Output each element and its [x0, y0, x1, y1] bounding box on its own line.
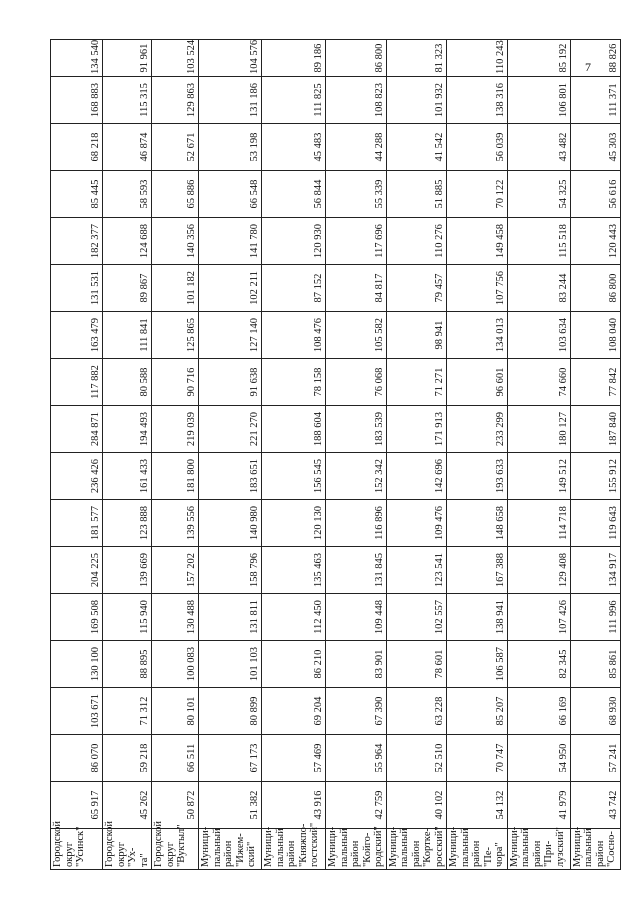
table-cell: 87 152: [262, 265, 326, 312]
table-cell: 183 539: [326, 406, 387, 453]
table-cell: 78 601: [386, 641, 447, 688]
table-cell: 219 039: [152, 406, 199, 453]
table-cell: 123 888: [103, 500, 152, 547]
table-cell: 124 688: [103, 218, 152, 265]
table-cell: 53 198: [199, 124, 262, 171]
table-cell: 135 463: [262, 547, 326, 594]
table-cell: 107 426: [507, 594, 570, 641]
table-cell: 67 390: [326, 688, 387, 735]
table-row: [326, 40, 387, 870]
table-cell: 221 270: [199, 406, 262, 453]
row-label: Городской округ "Усинск": [51, 829, 103, 870]
table-cell: 108 823: [326, 77, 387, 124]
table-cell: 103 524: [152, 40, 199, 77]
table-cell: 149 512: [507, 453, 570, 500]
table-cell: 130 100: [51, 641, 103, 688]
table-cell: 68 930: [570, 688, 620, 735]
table-cell: 103 671: [51, 688, 103, 735]
table-cell: 66 511: [152, 735, 199, 782]
table-cell: 52 671: [152, 124, 199, 171]
table-cell: 83 244: [507, 265, 570, 312]
table-cell: 42 759: [326, 782, 387, 829]
table-cell: 111 825: [262, 77, 326, 124]
table-cell: 110 276: [386, 218, 447, 265]
table-cell: 138 316: [447, 77, 508, 124]
table-cell: 114 718: [507, 500, 570, 547]
table-cell: 89 186: [262, 40, 326, 77]
table-cell: 57 469: [262, 735, 326, 782]
table-cell: 103 634: [507, 312, 570, 359]
table-cell: 106 587: [447, 641, 508, 688]
table-cell: 131 186: [199, 77, 262, 124]
table-cell: 117 882: [51, 359, 103, 406]
table-cell: 85 861: [570, 641, 620, 688]
table-cell: 115 518: [507, 218, 570, 265]
table-cell: 120 130: [262, 500, 326, 547]
table-cell: 56 844: [262, 171, 326, 218]
table-cell: 104 576: [199, 40, 262, 77]
table-cell: 182 377: [51, 218, 103, 265]
row-label: Муници- пальный район "Княжпо- гостский": [262, 829, 326, 870]
table-cell: 115 315: [103, 77, 152, 124]
table-cell: 140 980: [199, 500, 262, 547]
table-cell: 102 211: [199, 265, 262, 312]
table-cell: 65 886: [152, 171, 199, 218]
table-cell: 63 228: [386, 688, 447, 735]
table-row: [262, 40, 326, 870]
table-cell: 46 874: [103, 124, 152, 171]
table-cell: 141 780: [199, 218, 262, 265]
table-cell: 131 845: [326, 547, 387, 594]
table-cell: 117 696: [326, 218, 387, 265]
page-number: 7: [585, 60, 591, 74]
table-cell: 96 601: [447, 359, 508, 406]
table-cell: 52 510: [386, 735, 447, 782]
table-cell: 56 616: [570, 171, 620, 218]
table-cell: 284 871: [51, 406, 103, 453]
table-cell: 84 817: [326, 265, 387, 312]
table-cell: 90 716: [152, 359, 199, 406]
table-cell: 107 756: [447, 265, 508, 312]
table-cell: 40 102: [386, 782, 447, 829]
table-cell: 134 013: [447, 312, 508, 359]
table-cell: 120 443: [570, 218, 620, 265]
table-cell: 123 541: [386, 547, 447, 594]
table-cell: 70 122: [447, 171, 508, 218]
rotated-table-container: [50, 39, 619, 870]
row-label: Городской округ "Вуктыл": [152, 829, 199, 870]
table-cell: 51 382: [199, 782, 262, 829]
row-label: Муници- пальный район "Койго- родский": [326, 829, 387, 870]
table-cell: 139 556: [152, 500, 199, 547]
table-cell: 101 103: [199, 641, 262, 688]
table-row: [507, 40, 570, 870]
table-cell: 86 070: [51, 735, 103, 782]
data-table: [50, 39, 621, 870]
table-cell: 130 488: [152, 594, 199, 641]
table-cell: 108 040: [570, 312, 620, 359]
table-cell: 80 588: [103, 359, 152, 406]
row-label: Муници- пальный район "Сосно-: [570, 829, 620, 870]
table-row: [570, 40, 620, 870]
table-cell: 167 388: [447, 547, 508, 594]
table-cell: 82 345: [507, 641, 570, 688]
table-cell: 181 800: [152, 453, 199, 500]
table-cell: 120 930: [262, 218, 326, 265]
table-cell: 183 651: [199, 453, 262, 500]
table-cell: 193 633: [447, 453, 508, 500]
table-cell: 169 508: [51, 594, 103, 641]
table-cell: 129 408: [507, 547, 570, 594]
table-cell: 163 479: [51, 312, 103, 359]
table-cell: 102 557: [386, 594, 447, 641]
table-cell: 187 840: [570, 406, 620, 453]
table-cell: 125 865: [152, 312, 199, 359]
table-cell: 105 582: [326, 312, 387, 359]
table-cell: 85 445: [51, 171, 103, 218]
table-cell: 148 658: [447, 500, 508, 547]
table-cell: 83 901: [326, 641, 387, 688]
table-cell: 59 218: [103, 735, 152, 782]
table-cell: 43 916: [262, 782, 326, 829]
table-cell: 58 593: [103, 171, 152, 218]
table-cell: 81 323: [386, 40, 447, 77]
table-cell: 131 811: [199, 594, 262, 641]
table-cell: 142 696: [386, 453, 447, 500]
table-cell: 80 101: [152, 688, 199, 735]
table-row: [51, 40, 103, 870]
table-cell: 139 669: [103, 547, 152, 594]
table-cell: 66 169: [507, 688, 570, 735]
table-cell: 101 182: [152, 265, 199, 312]
table-cell: 65 917: [51, 782, 103, 829]
table-cell: 108 476: [262, 312, 326, 359]
table-cell: 54 950: [507, 735, 570, 782]
table-cell: 100 083: [152, 641, 199, 688]
table-cell: 70 747: [447, 735, 508, 782]
table-cell: 91 638: [199, 359, 262, 406]
table-cell: 180 127: [507, 406, 570, 453]
table-cell: 89 867: [103, 265, 152, 312]
table-cell: 155 912: [570, 453, 620, 500]
table-cell: 43 482: [507, 124, 570, 171]
row-label: Городской округ "Ух- та": [103, 829, 152, 870]
table-cell: 109 476: [386, 500, 447, 547]
table-cell: 91 961: [103, 40, 152, 77]
table-cell: 127 140: [199, 312, 262, 359]
table-cell: 44 288: [326, 124, 387, 171]
table-cell: 98 941: [386, 312, 447, 359]
table-cell: 106 801: [507, 77, 570, 124]
table-cell: 86 800: [326, 40, 387, 77]
table-cell: 140 356: [152, 218, 199, 265]
table-cell: 111 841: [103, 312, 152, 359]
table-cell: 56 039: [447, 124, 508, 171]
table-cell: 41 542: [386, 124, 447, 171]
table-cell: 76 068: [326, 359, 387, 406]
table-cell: 236 426: [51, 453, 103, 500]
table-cell: 86 210: [262, 641, 326, 688]
table-cell: 152 342: [326, 453, 387, 500]
table-cell: 54 325: [507, 171, 570, 218]
table-cell: 115 940: [103, 594, 152, 641]
table-cell: 51 885: [386, 171, 447, 218]
table-cell: 55 339: [326, 171, 387, 218]
table-cell: 77 842: [570, 359, 620, 406]
table-cell: 134 540: [51, 40, 103, 77]
table-cell: 149 458: [447, 218, 508, 265]
row-label: Муници- пальный район "Ижем- ский": [199, 829, 262, 870]
table-cell: 66 548: [199, 171, 262, 218]
table-row: [103, 40, 152, 870]
table-cell: 161 433: [103, 453, 152, 500]
table-cell: 134 917: [570, 547, 620, 594]
table-cell: 233 299: [447, 406, 508, 453]
table-cell: 168 883: [51, 77, 103, 124]
table-cell: 181 577: [51, 500, 103, 547]
table-cell: 204 225: [51, 547, 103, 594]
table-cell: 69 204: [262, 688, 326, 735]
table-cell: 111 996: [570, 594, 620, 641]
table-cell: 111 371: [570, 77, 620, 124]
table-cell: 57 241: [570, 735, 620, 782]
table-cell: 45 303: [570, 124, 620, 171]
table-body: [51, 40, 621, 870]
table-cell: 156 545: [262, 453, 326, 500]
row-label: Муници- пальный район "При- лузский": [507, 829, 570, 870]
table-cell: 119 643: [570, 500, 620, 547]
table-row: [152, 40, 199, 870]
table-cell: 67 173: [199, 735, 262, 782]
table-cell: 158 796: [199, 547, 262, 594]
table-cell: 71 271: [386, 359, 447, 406]
table-cell: 138 941: [447, 594, 508, 641]
table-cell: 55 964: [326, 735, 387, 782]
table-cell: 45 262: [103, 782, 152, 829]
table-cell: 110 243: [447, 40, 508, 77]
table-cell: 79 457: [386, 265, 447, 312]
table-cell: 129 863: [152, 77, 199, 124]
table-cell: 45 483: [262, 124, 326, 171]
table-cell: 54 132: [447, 782, 508, 829]
table-cell: 109 448: [326, 594, 387, 641]
table-cell: 116 896: [326, 500, 387, 547]
table-cell: 88 895: [103, 641, 152, 688]
table-cell: 88 826: [570, 40, 620, 77]
table-cell: 85 207: [447, 688, 508, 735]
table-cell: 188 604: [262, 406, 326, 453]
table-cell: 86 800: [570, 265, 620, 312]
table-cell: 112 450: [262, 594, 326, 641]
table-cell: 41 979: [507, 782, 570, 829]
table-cell: 101 932: [386, 77, 447, 124]
table-row: [447, 40, 508, 870]
table-cell: 131 531: [51, 265, 103, 312]
table-cell: 85 192: [507, 40, 570, 77]
table-cell: 157 202: [152, 547, 199, 594]
row-label: Муници- пальный район "Пе- чора": [447, 829, 508, 870]
table-cell: 194 493: [103, 406, 152, 453]
table-cell: 74 660: [507, 359, 570, 406]
table-cell: 43 742: [570, 782, 620, 829]
table-row: [199, 40, 262, 870]
table-cell: 71 312: [103, 688, 152, 735]
table-cell: 50 872: [152, 782, 199, 829]
table-row: [386, 40, 447, 870]
table-cell: 171 913: [386, 406, 447, 453]
row-label: Муници- пальный район "Корткe- росский": [386, 829, 447, 870]
table-cell: 78 158: [262, 359, 326, 406]
table-cell: 80 899: [199, 688, 262, 735]
table-cell: 68 218: [51, 124, 103, 171]
